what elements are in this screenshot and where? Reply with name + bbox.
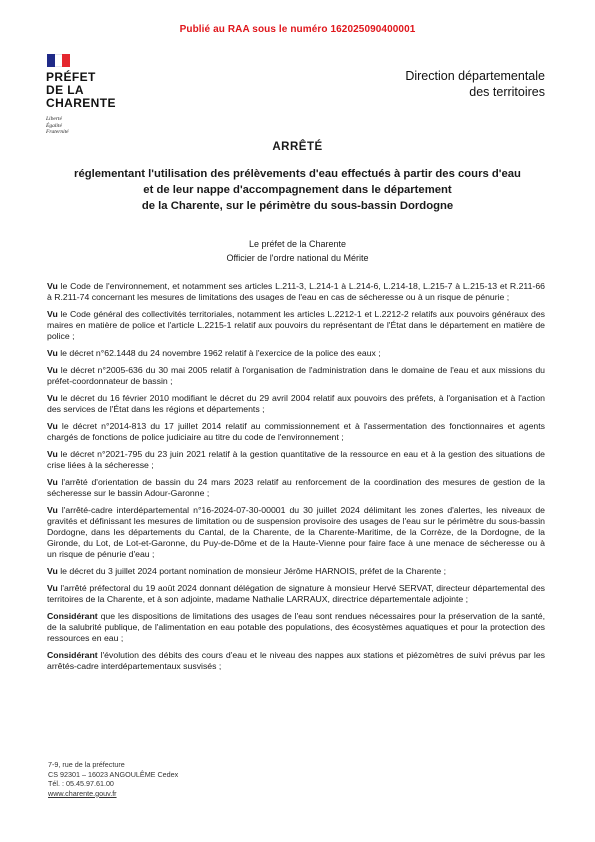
visa-paragraph <box>47 505 545 560</box>
considerant-keyword: Considérant <box>47 650 98 660</box>
visa-keyword: Vu <box>47 365 58 375</box>
motto-liberte: Liberté <box>46 116 62 122</box>
considerant-paragraph <box>47 650 545 672</box>
visa-text: le Code de l'environnement, et notamment ses articles L.211-3, L.214-1 à L.214-6, L.214-18, L.215-7 à L.215-13 et R.211-66 à R.211-74 concernant les mesures de limitations des usages de l'eau en cas de sécheresse ou à un risque de pénurie ; <box>47 281 545 302</box>
visa-keyword: Vu <box>47 421 58 431</box>
visa-keyword: Vu <box>47 583 58 593</box>
subtitle-line-3: de la Charente, sur le périmètre du sous-bassin Dordogne <box>141 200 454 212</box>
visa-text: le décret du 16 février 2010 modifiant le décret du 29 avril 2004 relatif aux pouvoirs des préfets, à l'organisation et à l'action des services de l'État dans les régions et départements ; <box>47 393 545 414</box>
visa-keyword: Vu <box>47 449 58 459</box>
visa-keyword: Vu <box>47 309 58 319</box>
visa-text: le Code général des collectivités territoriales, notamment les articles L.2212-1 et L.2212-2 relatifs aux pouvoirs généraux des maires en matière de police et l'article L.2215-1 relatif aux pouvoirs du représentant de l'État dans le département en matière de police ; <box>47 309 545 341</box>
motto-egalite: Égalité <box>46 122 62 129</box>
direction-line-2: des territoires <box>469 85 545 99</box>
footer-street: 7-9, rue de la préfecture <box>48 760 125 769</box>
issuing-direction <box>405 68 545 100</box>
footer-address <box>48 760 178 798</box>
visa-keyword: Vu <box>47 566 58 576</box>
prefet-charente-logo <box>46 54 146 136</box>
prefet-honor: Officier de l'ordre national du Mérite <box>226 253 369 263</box>
visa-paragraph <box>47 309 545 342</box>
visa-paragraph <box>47 583 545 605</box>
marianne-flag-icon <box>47 54 70 67</box>
visa-paragraph <box>47 365 545 387</box>
visa-text: le décret du 3 juillet 2024 portant nomination de monsieur Jérôme HARNOIS, préfet de la Charente ; <box>57 566 447 576</box>
visa-paragraph <box>47 421 545 443</box>
visa-paragraph <box>47 393 545 415</box>
logo-line-1: PRÉFET <box>46 70 96 84</box>
footer-website-link[interactable]: www.charente.gouv.fr <box>48 788 117 798</box>
visa-keyword: Vu <box>47 393 58 403</box>
visa-paragraph <box>47 281 545 303</box>
visa-text: l'arrêté-cadre interdépartemental n°16-2024-07-30-00001 du 30 juillet 2024 délimitant les zones d'alertes, les niveaux de gravités et définissant les mesures de limitation ou de suspension provisoire des usages de l'eau sur le périmètre du sous-bassin Dordogne, dans les départements du Cantal, de la Charente, de la Charente-Maritime, de la Corrèze, de la Dordogne, de la Gironde, du Lot, de Lot-et-Garonne, du Puy-de-Dôme et de la Haute-Vienne pour faire face à une menace de sécheresse ou à un risque de pénurie d'eau ; <box>47 505 545 559</box>
visa-keyword: Vu <box>47 281 58 291</box>
visa-text: l'arrêté préfectoral du 19 août 2024 donnant délégation de signature à monsieur Hervé SERVAT, directeur départemental des territoires de la Charente, et à son adjointe, madame Nathalie LARRAUX, directrice départementale adjointe ; <box>47 583 545 604</box>
document-title: ARRÊTÉ <box>272 141 323 153</box>
visas-section <box>47 281 545 678</box>
visa-text: le décret n°2021-795 du 23 juin 2021 relatif à la gestion quantitative de la ressource en eau et à la gestion des situations de crise liées à la sécheresse ; <box>47 449 545 470</box>
republic-motto <box>46 116 146 136</box>
footer-phone: Tél. : 05.45.97.61.00 <box>48 779 114 789</box>
visa-keyword: Vu <box>47 348 58 358</box>
visa-text: le décret n°2014-813 du 17 juillet 2014 relatif au commissionnement et à l'assermentation des fonctionnaires et agents chargés de fonctions de police judiciaire au titre du code de l'environnement ; <box>47 421 545 442</box>
visa-text: l'arrêté d'orientation de bassin du 24 mars 2023 relatif au renforcement de la coordination des mesures de gestion de la sécheresse sur le bassin Adour-Garonne ; <box>47 477 545 498</box>
visa-paragraph <box>47 566 545 577</box>
visa-paragraph <box>47 348 545 359</box>
footer-postal: CS 92301 – 16023 ANGOULÊME Cedex <box>48 769 179 779</box>
considerant-paragraph <box>47 611 545 644</box>
considerant-text: que les dispositions de limitations des usages de l'eau sont rendues nécessaires pour la préservation de la santé, de la salubrité publique, de l'alimentation en eau potable des populations, des écosystèmes aquatiques et pour la protection des ressources en eau ; <box>47 611 545 643</box>
visa-text: le décret n°62.1448 du 24 novembre 1962 relatif à l'exercice de la police des eaux ; <box>57 348 381 358</box>
considerant-keyword: Considérant <box>47 611 98 621</box>
document-subtitle <box>60 166 535 214</box>
logo-line-3: CHARENTE <box>46 96 116 110</box>
subtitle-line-2: et de leur nappe d'accompagnement dans le département <box>143 184 452 196</box>
subtitle-line-1: réglementant l'utilisation des prélèvements d'eau effectués à partir des cours d'eau <box>74 168 521 180</box>
visa-paragraph <box>47 477 545 499</box>
prefet-signatory <box>0 237 595 265</box>
raa-publication-notice: Publié au RAA sous le numéro 162025090400001 <box>179 24 416 35</box>
motto-fraternite: Fraternité <box>46 129 69 135</box>
prefet-title: Le préfet de la Charente <box>248 239 347 249</box>
visa-keyword: Vu <box>47 505 58 515</box>
considerant-text: l'évolution des débits des cours d'eau et le niveau des nappes aux stations et piézomètres de suivi prévus par les arrêtés-cadre interdépartementaux susvisés ; <box>47 650 545 671</box>
logo-line-2: DE LA <box>46 83 84 97</box>
direction-line-1: Direction départementale <box>405 69 545 83</box>
visa-keyword: Vu <box>47 477 58 487</box>
visa-text: le décret n°2005-636 du 30 mai 2005 relatif à l'organisation de l'administration dans le domaine de l'eau et aux missions du préfet-coordonnateur de bassin ; <box>47 365 545 386</box>
visa-paragraph <box>47 449 545 471</box>
